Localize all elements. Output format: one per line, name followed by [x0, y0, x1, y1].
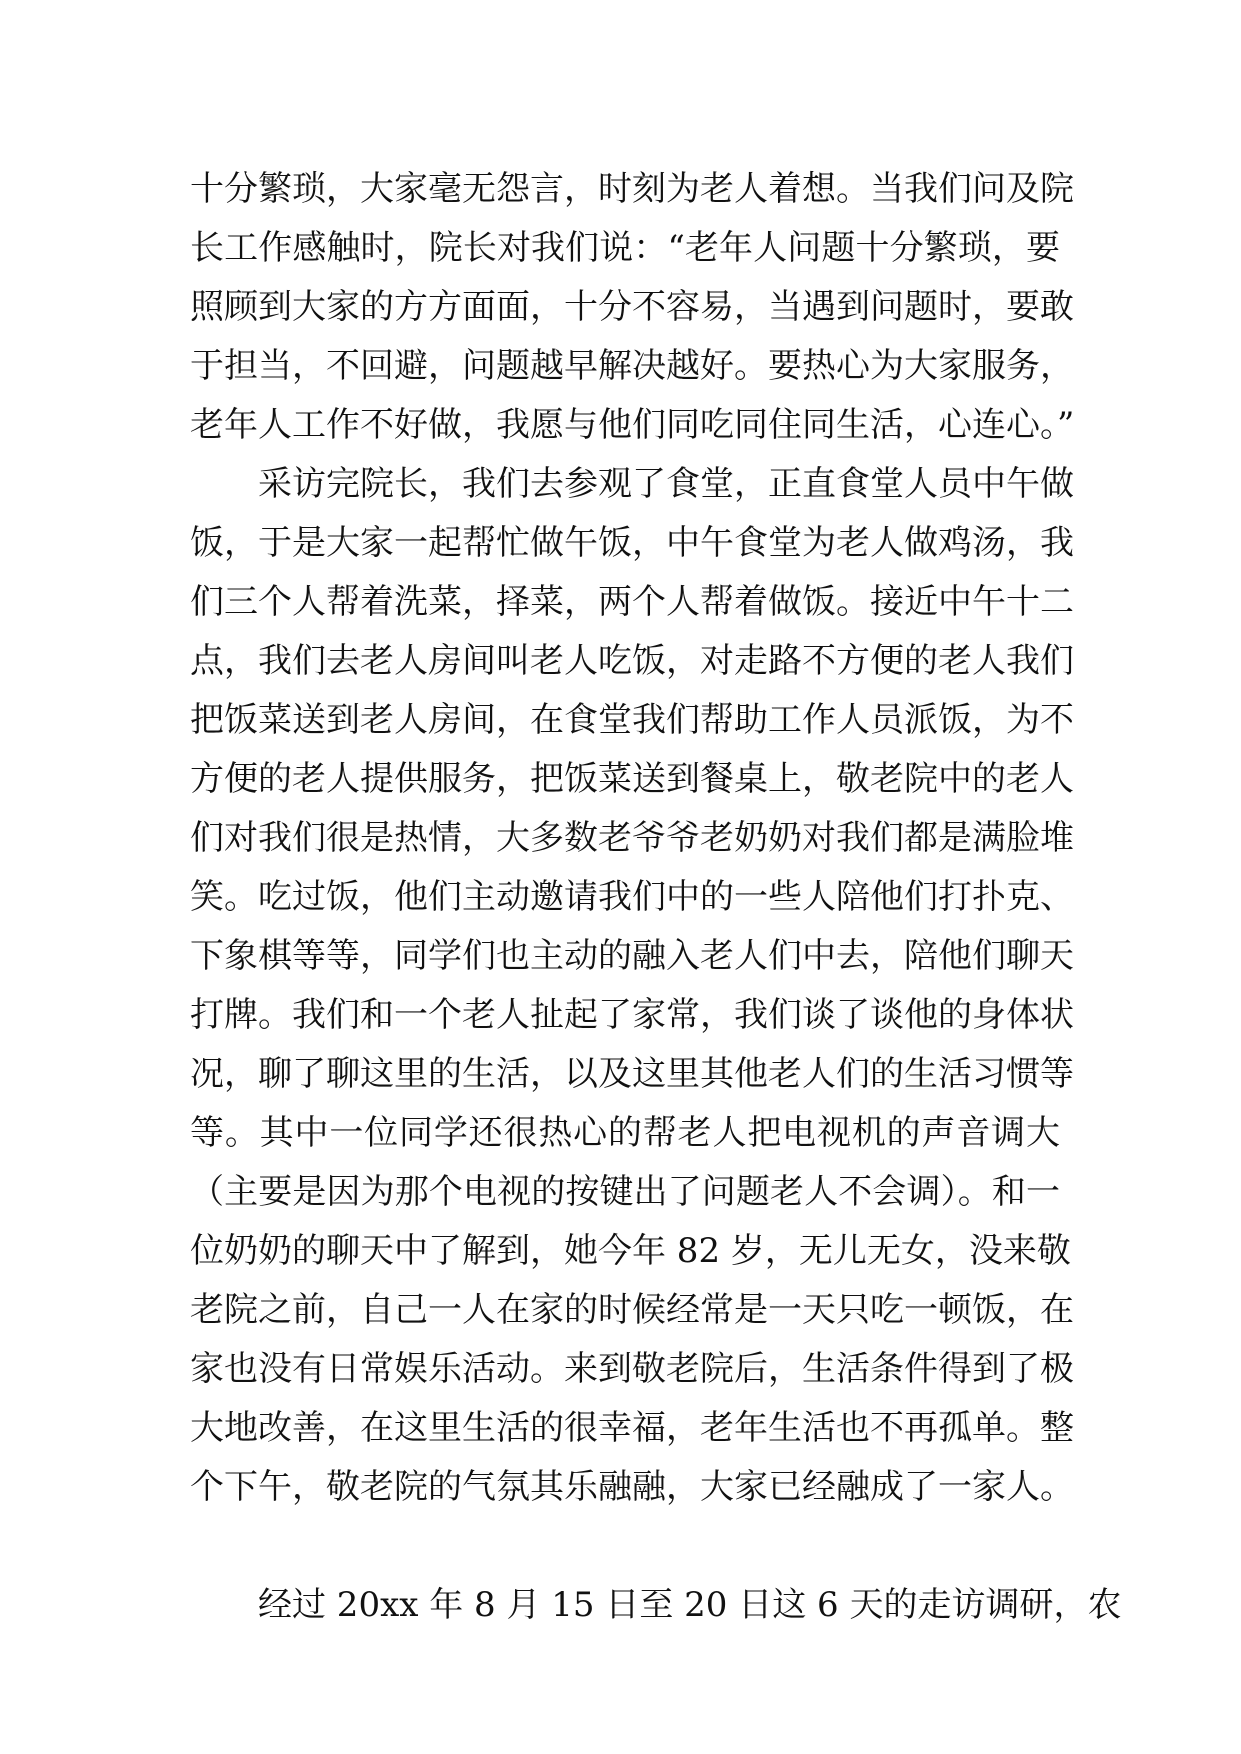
- text-line: 经过 20xx 年 8 月 15 日至 20 日这 6 天的走访调研，农: [258, 1585, 1122, 1625]
- text-line: 笑。吃过饭，他们主动邀请我们中的一些人陪他们打扑克、: [190, 877, 1074, 917]
- text-line: 采访完院长，我们去参观了食堂，正直食堂人员中午做: [258, 464, 1074, 504]
- text-line: 饭，于是大家一起帮忙做午饭，中午食堂为老人做鸡汤，我: [190, 523, 1074, 563]
- text-line: 点，我们去老人房间叫老人吃饭，对走路不方便的老人我们: [190, 641, 1074, 681]
- text-line: 打牌。我们和一个老人扯起了家常，我们谈了谈他的身体状: [190, 995, 1074, 1035]
- text-line: 个下午，敬老院的气氛其乐融融，大家已经融成了一家人。: [190, 1467, 1074, 1507]
- text-line: 方便的老人提供服务，把饭菜送到餐桌上，敬老院中的老人: [190, 759, 1074, 799]
- text-line: 下象棋等等，同学们也主动的融入老人们中去，陪他们聊天: [190, 936, 1074, 976]
- text-line: 大地改善，在这里生活的很幸福，老年生活也不再孤单。整: [190, 1408, 1074, 1448]
- text-line: 们对我们很是热情，大多数老爷爷老奶奶对我们都是满脸堆: [190, 818, 1074, 858]
- text-line: 把饭菜送到老人房间，在食堂我们帮助工作人员派饭，为不: [190, 700, 1074, 740]
- text-line: 等。其中一位同学还很热心的帮老人把电视机的声音调大: [190, 1113, 1060, 1153]
- text-line: 十分繁琐，大家毫无怨言，时刻为老人着想。当我们问及院: [190, 169, 1074, 209]
- text-line: 照顾到大家的方方面面，十分不容易，当遇到问题时，要敢: [190, 287, 1074, 327]
- paragraph-2: [190, 455, 1074, 1576]
- text-line: 况，聊了聊这里的生活，以及这里其他老人们的生活习惯等: [190, 1054, 1074, 1094]
- paragraph-1: [190, 160, 1075, 455]
- text-line: （主要是因为那个电视的按键出了问题老人不会调）。和一: [190, 1172, 1060, 1212]
- text-line: 位奶奶的聊天中了解到，她今年 82 岁，无儿无女，没来敬: [190, 1231, 1071, 1271]
- text-line: 老院之前，自己一人在家的时候经常是一天只吃一顿饭，在: [190, 1290, 1074, 1330]
- text-line: [190, 1517, 1060, 1576]
- body-text: [190, 160, 1122, 1635]
- text-line: 家也没有日常娱乐活动。来到敬老院后，生活条件得到了极: [190, 1349, 1074, 1389]
- text-line: 于担当，不回避，问题越早解决越好。要热心为大家服务，: [190, 346, 1074, 386]
- paragraph-3: [190, 1576, 1122, 1635]
- text-line: 老年人工作不好做，我愿与他们同吃同住同生活，心连心。”: [190, 405, 1075, 445]
- text-line: 长工作感触时，院长对我们说：“老年人问题十分繁琐，要: [190, 228, 1060, 268]
- text-line: 们三个人帮着洗菜，择菜，两个人帮着做饭。接近中午十二: [190, 582, 1074, 622]
